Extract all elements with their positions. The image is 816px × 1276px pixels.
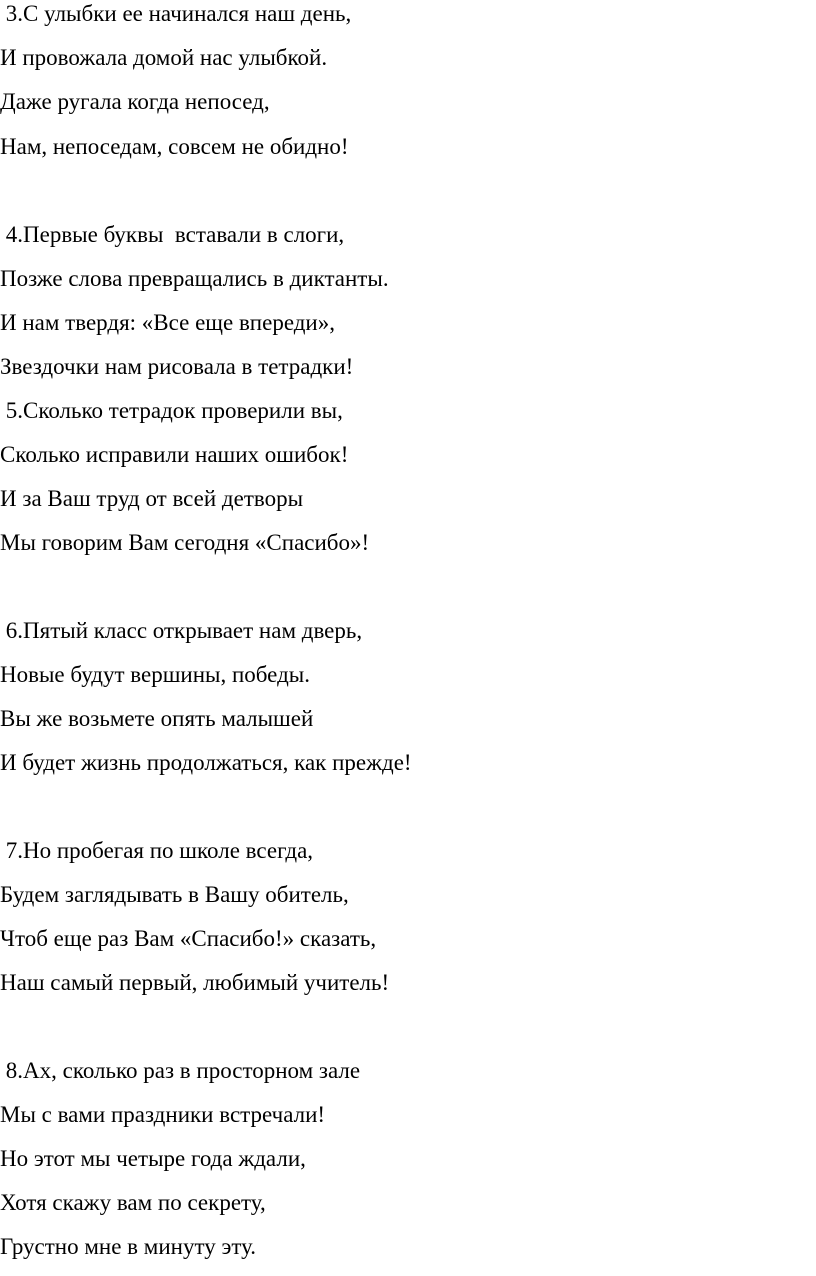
poem-line: 3.С улыбки ее начинался наш день, [0, 1, 352, 26]
poem-line: 4.Первые буквы вставали в слоги, [0, 222, 345, 247]
poem-line: Грустно мне в минуту эту. [0, 1234, 257, 1259]
poem-line: Наш самый первый, любимый учитель! [0, 970, 390, 995]
poem-line: Мы с вами праздники встречали! [0, 1102, 326, 1127]
poem-line: И будет жизнь продолжаться, как прежде! [0, 750, 412, 775]
poem-line: Будем заглядывать в Вашу обитель, [0, 882, 349, 907]
poem-line: Даже ругала когда непосед, [0, 89, 270, 114]
poem-line: И провожала домой нас улыбкой. [0, 45, 328, 70]
poem-line: Чтоб еще раз Вам «Спасибо!» сказать, [0, 926, 377, 951]
poem-line: 8.Ах, сколько раз в просторном зале [0, 1058, 361, 1083]
poem-line: 5.Сколько тетрадок проверили вы, [0, 398, 343, 423]
poem-line: Хотя скажу вам по секрету, [0, 1190, 266, 1215]
poem-line: 6.Пятый класс открывает нам дверь, [0, 618, 363, 643]
poem-line: И за Ваш труд от всей детворы [0, 486, 304, 511]
poem-line: Сколько исправили наших ошибок! [0, 442, 349, 467]
poem-line: Звездочки нам рисовала в тетрадки! [0, 354, 354, 379]
poem-line: Вы же возьмете опять малышей [0, 706, 314, 731]
poem-line: Мы говорим Вам сегодня «Спасибо»! [0, 530, 370, 555]
poem-line: 7.Но пробегая по школе всегда, [0, 838, 314, 863]
poem-line: Но этот мы четыре года ждали, [0, 1146, 306, 1171]
poem-line: Позже слова превращались в диктанты. [0, 266, 389, 291]
poem-line: Новые будут вершины, победы. [0, 662, 310, 687]
poem-line: И нам твердя: «Все еще впереди», [0, 310, 335, 335]
poem-line: Нам, непоседам, совсем не обидно! [0, 134, 349, 159]
